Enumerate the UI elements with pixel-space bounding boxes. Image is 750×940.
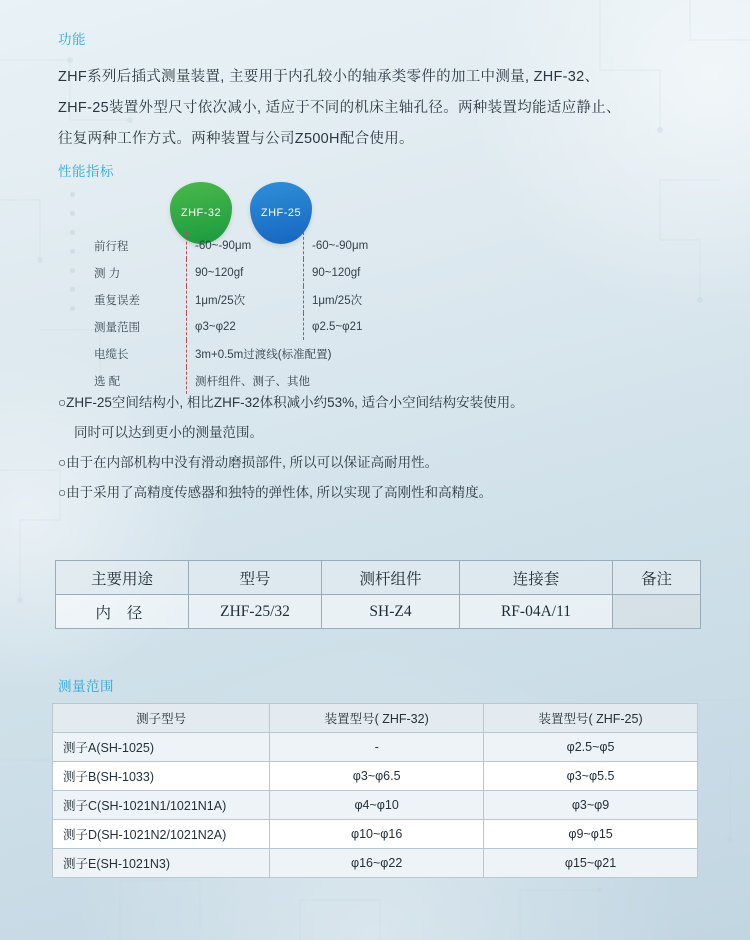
range-cell-probe: 测子D(SH-1021N2/1021N2A) [53, 820, 270, 849]
measuring-range-table [52, 703, 698, 878]
measuring-range-title: 测量范围 [58, 679, 114, 694]
usage-header-cell: 测杆组件 [322, 561, 460, 595]
table-row [53, 733, 698, 762]
range-cell-zhf32: - [270, 733, 484, 762]
spec-label: 电缆长 [94, 348, 129, 361]
table-header-row [53, 704, 698, 733]
table-row [68, 232, 440, 259]
function-section-title: 功能 [58, 32, 86, 47]
usage-cell-connector: RF-04A/11 [460, 595, 613, 629]
note-item: ○ZHF-25空间结构小, 相比ZHF-32体积减小约53%, 适合小空间结构安装使用。 [58, 395, 524, 410]
usage-header-cell: 备注 [613, 561, 701, 595]
range-cell-zhf25: φ9~φ15 [484, 820, 698, 849]
table-row [68, 259, 440, 286]
function-paragraph-line: ZHF系列后插式测量装置, 主要用于内孔较小的轴承类零件的加工中测量, ZHF-32、 [58, 69, 600, 85]
spec-value-zhf25: 1μm/25次 [304, 286, 441, 313]
note-item: ○由于在内部机构中没有滑动磨损部件, 所以可以保证高耐用性。 [58, 455, 439, 470]
range-cell-zhf32: φ4~φ10 [270, 791, 484, 820]
range-header-cell: 装置型号( ZHF-32) [270, 704, 484, 733]
note-item-sub: 同时可以达到更小的测量范围。 [74, 425, 263, 440]
usage-cell-purpose: 内 径 [56, 595, 189, 629]
range-cell-zhf25: φ2.5~φ5 [484, 733, 698, 762]
spec-label: 测量范围 [94, 321, 140, 334]
note-item: ○由于采用了高精度传感器和独特的弹性体, 所以实现了高刚性和高精度。 [58, 485, 493, 500]
range-cell-zhf25: φ3~φ9 [484, 791, 698, 820]
spec-label: 前行程 [94, 240, 129, 253]
range-cell-zhf32: φ16~φ22 [270, 849, 484, 878]
spec-value-zhf32: -60~-90μm [187, 232, 304, 259]
table-row [68, 313, 440, 340]
table-row [53, 791, 698, 820]
badge-label: ZHF-32 [180, 207, 222, 219]
spec-label: 重复误差 [94, 294, 140, 307]
table-row [68, 340, 440, 367]
usage-table [55, 560, 701, 629]
spec-value-zhf25: φ2.5~φ21 [304, 313, 441, 340]
spec-label: 测 力 [94, 267, 121, 280]
spec-label: 选 配 [94, 375, 121, 388]
range-cell-zhf25: φ3~φ5.5 [484, 762, 698, 791]
range-cell-probe: 测子E(SH-1021N3) [53, 849, 270, 878]
function-paragraph [58, 62, 698, 155]
spec-value-zhf25: 90~120gf [304, 259, 441, 286]
spec-value-zhf25: -60~-90μm [304, 232, 441, 259]
usage-cell-rod-assembly: SH-Z4 [322, 595, 460, 629]
range-cell-zhf32: φ3~φ6.5 [270, 762, 484, 791]
range-header-cell: 测子型号 [53, 704, 270, 733]
function-paragraph-line: 往复两种工作方式。两种装置与公司Z500H配合使用。 [58, 131, 414, 147]
usage-cell-remark [613, 595, 701, 629]
function-section [58, 28, 698, 155]
table-row [53, 762, 698, 791]
table-row [53, 849, 698, 878]
spec-value-shared: 3m+0.5m过渡线(标准配置) [187, 340, 441, 367]
spec-value-zhf32: φ3~φ22 [187, 313, 304, 340]
range-cell-probe: 测子C(SH-1021N1/1021N1A) [53, 791, 270, 820]
badge-label: ZHF-25 [260, 207, 302, 219]
usage-header-cell: 连接套 [460, 561, 613, 595]
usage-header-cell: 主要用途 [56, 561, 189, 595]
range-cell-probe: 测子B(SH-1033) [53, 762, 270, 791]
specification-table [68, 232, 440, 394]
spec-value-zhf32: 1μm/25次 [187, 286, 304, 313]
usage-header-cell: 型号 [189, 561, 322, 595]
table-header-row [56, 561, 701, 595]
table-row [56, 595, 701, 629]
spec-value-zhf32: 90~120gf [187, 259, 304, 286]
usage-cell-model: ZHF-25/32 [189, 595, 322, 629]
spec-value-shared: 测杆组件、测子、其他 [187, 367, 441, 394]
range-header-cell: 装置型号( ZHF-25) [484, 704, 698, 733]
table-row [53, 820, 698, 849]
performance-section-title: 性能指标 [58, 164, 114, 179]
table-row [68, 286, 440, 313]
performance-section [58, 160, 698, 388]
range-cell-probe: 测子A(SH-1025) [53, 733, 270, 762]
range-cell-zhf25: φ15~φ21 [484, 849, 698, 878]
function-paragraph-line: ZHF-25装置外型尺寸依次减小, 适应于不同的机床主轴孔径。两种装置均能适应静止、 [58, 100, 621, 116]
notes-list [58, 388, 718, 508]
range-cell-zhf32: φ10~φ16 [270, 820, 484, 849]
